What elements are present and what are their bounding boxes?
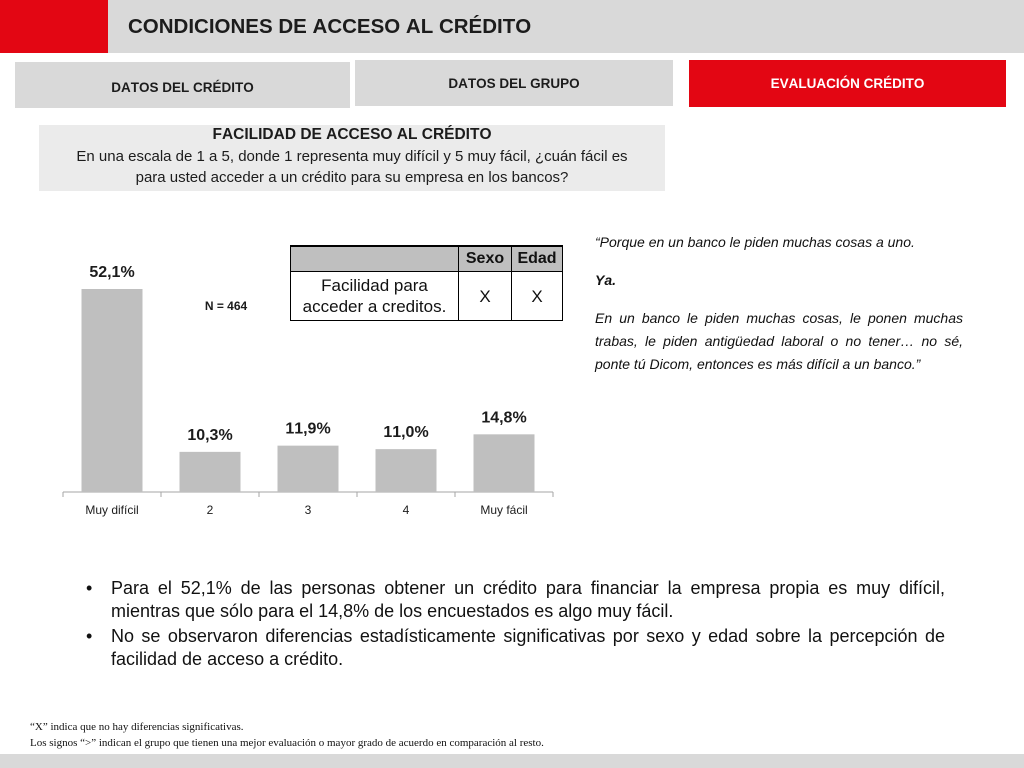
tab-evaluacion-credito[interactable] xyxy=(689,60,1006,107)
quote-reply: Ya. xyxy=(595,272,617,288)
table-cell-edad: X xyxy=(512,272,563,321)
footnote: Los signos “>” indican el grupo que tienen una mejor evaluación o mayor grado de acuerdo en comparación al resto. xyxy=(30,737,544,749)
category-label-3: 3 xyxy=(304,503,312,517)
significance-table xyxy=(290,245,563,321)
value-label-muy-dificil: 52,1% xyxy=(89,264,135,281)
footnotes xyxy=(30,719,544,751)
tab-datos-del-credito[interactable] xyxy=(15,62,350,108)
question-panel xyxy=(39,125,665,191)
bar-muy-dificil xyxy=(82,289,143,492)
table-header-edad: Edad xyxy=(512,246,563,272)
interview-quote xyxy=(595,231,963,391)
value-label-2: 10,3% xyxy=(187,426,233,444)
table-row-label: Facilidad para acceder a creditos. xyxy=(291,272,459,321)
tab-label: DATOS DEL GRUPO xyxy=(448,75,580,91)
table-header-sexo: Sexo xyxy=(459,246,512,272)
page-title: CONDICIONES DE ACCESO AL CRÉDITO xyxy=(128,15,532,38)
finding-item: • No se observaron diferencias estadísticamente significativas por sexo y edad sobre la percepción de facilidad de acceso a crédito. xyxy=(111,625,945,671)
value-label-muy-facil: 14,8% xyxy=(481,409,527,427)
tab-label: EVALUACIÓN CRÉDITO xyxy=(770,76,925,91)
category-label-4: 4 xyxy=(402,503,410,517)
quote-closing: En un banco le piden muchas cosas, le ponen muchas trabas, le piden antigüedad laboral o no tener… no sé, ponte tú Dicom, entonces es más difícil a un banco.” xyxy=(595,310,963,372)
table-header-corner xyxy=(291,246,459,272)
table-cell-sexo: X xyxy=(459,272,512,321)
brand-color-block xyxy=(0,0,108,53)
table-header-row xyxy=(291,246,563,272)
value-label-4: 11,0% xyxy=(383,424,429,442)
tab-label: DATOS DEL CRÉDITO xyxy=(111,79,254,95)
category-label-muy-dificil: Muy difícil xyxy=(85,503,139,517)
bar-2 xyxy=(180,452,241,492)
findings-list xyxy=(86,577,945,671)
bottom-strip xyxy=(0,754,1024,768)
table-row xyxy=(291,272,563,321)
question-text: En una escala de 1 a 5, donde 1 representa muy difícil y 5 muy fácil, ¿cuán fácil es para usted acceder a un crédito para su empresa en los bancos? xyxy=(76,148,628,186)
category-label-2: 2 xyxy=(206,503,214,517)
quote-opening: “Porque en un banco le piden muchas cosas a uno. xyxy=(595,234,915,250)
value-label-3: 11,9% xyxy=(285,420,331,438)
bar-3 xyxy=(278,446,339,492)
footnote: “X” indica que no hay diferencias significativas. xyxy=(30,721,244,733)
question-title: FACILIDAD DE ACCESO AL CRÉDITO xyxy=(212,126,492,143)
finding-item: • Para el 52,1% de las personas obtener un crédito para financiar la empresa propia es muy difícil, mientras que sólo para el 14,8% de los encuestados es algo muy fácil. xyxy=(111,577,945,623)
bar-muy-facil xyxy=(474,434,535,492)
category-label-muy-facil: Muy fácil xyxy=(480,503,528,517)
sample-size-label: N = 464 xyxy=(204,299,248,313)
tab-datos-del-grupo[interactable] xyxy=(355,60,673,106)
bar-4 xyxy=(376,449,437,492)
